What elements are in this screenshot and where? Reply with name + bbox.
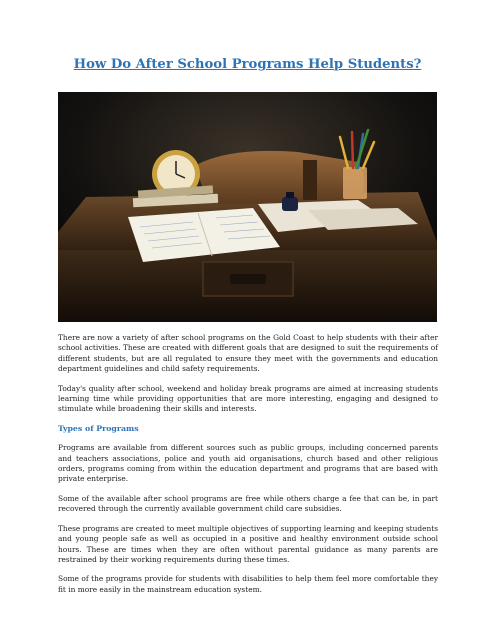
document-title: How Do After School Programs Help Students?: [73, 57, 422, 72]
intro-paragraph-1: There are now a variety of after school programs on the Gold Coast to help students with their after school activities. These are created with different goals that are designed to suit the requirements of different students, but are all regulated to ensure they meet with the governments and education department guidelines and child safety requirements.: [58, 333, 438, 374]
intro-paragraph-2: Today's quality after school, weekend and holiday break programs are aimed at increasing students learning time while providing opportunities that are more interesting, engaging and designed to stimulate while broadening their skills and interests.: [58, 383, 438, 414]
desk-photo: [58, 92, 437, 322]
section-paragraph-1: Programs are available from different sources such as public groups, including concerned parents and teachers associations, police and youth aid organisations, church based and other religious orders, programs coming from within the education department and programs that are based with private enterprise.: [58, 443, 438, 484]
article-body: [58, 333, 438, 604]
section-paragraph-3: These programs are created to meet multiple objectives of supporting learning and keeping students and young people safe as well as occupied in a positive and healthy environment outside school hours. These are times when they are often without parental guidance as many parents are restrained by their working requirements during these times.: [58, 523, 438, 564]
section-heading: Types of Programs: [58, 423, 139, 433]
section-paragraph-4: Some of the programs provide for students with disabilities to help them feel more comfortable they fit in more easily in the mainstream education system.: [58, 574, 438, 594]
section-paragraph-2: Some of the available after school programs are free while others charge a fee that can be, in part recovered through the currently available government child care subsidies.: [58, 493, 438, 514]
